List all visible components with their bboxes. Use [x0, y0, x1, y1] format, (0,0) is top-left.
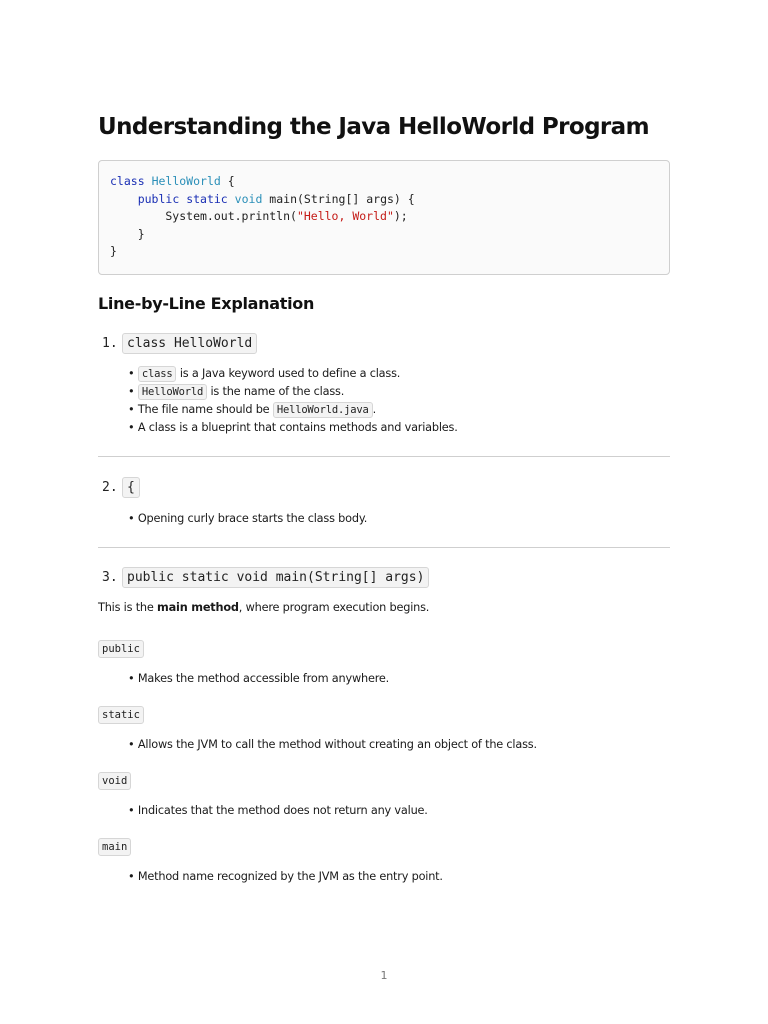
code-token: { — [220, 174, 235, 188]
bullet-text: Opening curly brace starts the class body. — [137, 511, 368, 525]
term-code: void — [98, 772, 131, 790]
code-token: ); — [393, 209, 408, 223]
intro-text: , where program execution begins. — [238, 600, 430, 614]
code-token — [228, 192, 235, 206]
bullet — [128, 419, 670, 437]
bullet-text: is the name of the class. — [207, 384, 345, 398]
term-bullets — [98, 670, 670, 688]
item-number: 3. — [102, 570, 118, 585]
code-token: } — [110, 244, 117, 258]
bullet — [128, 670, 670, 688]
code-line — [110, 173, 658, 191]
bullet — [128, 510, 670, 528]
term-bullets — [98, 736, 670, 754]
explanation-item-1 — [98, 333, 670, 457]
inline-code: HelloWorld — [138, 384, 207, 400]
bullet-text: Allows the JVM to call the method without creating an object of the class. — [137, 737, 537, 751]
code-block — [98, 160, 670, 275]
code-line — [110, 191, 658, 209]
code-token — [145, 174, 152, 188]
item-header — [102, 333, 670, 355]
item-header — [102, 567, 670, 589]
term-public — [98, 637, 670, 688]
code-token — [110, 192, 138, 206]
code-token: class — [110, 174, 145, 188]
explanation-item-2 — [98, 477, 670, 548]
code-token: main(String[] args) { — [262, 191, 415, 206]
code-token: public — [137, 191, 180, 206]
code-token: "Hello, World" — [296, 209, 394, 223]
bullet — [128, 868, 670, 886]
bullet-text: Method name recognized by the JVM as the entry point. — [137, 869, 443, 883]
item-number: 1. — [102, 336, 118, 351]
code-line — [110, 226, 658, 244]
bullet — [128, 401, 670, 419]
term-static — [98, 703, 670, 754]
bullet — [128, 365, 670, 383]
inline-code: class — [138, 366, 177, 382]
item-code: public static void main(String[] args) — [122, 567, 429, 588]
bullet-text: Makes the method accessible from anywhere. — [137, 671, 390, 685]
inline-code: HelloWorld.java — [273, 402, 373, 418]
intro-bold: main method — [157, 600, 239, 614]
code-token: System.out.println( — [110, 209, 297, 223]
term-void — [98, 769, 670, 820]
item-bullets — [98, 365, 670, 437]
bullet-text: is a Java keyword used to define a class. — [176, 366, 401, 380]
bullet-text: Indicates that the method does not return any value. — [137, 803, 428, 817]
code-token: static — [186, 191, 228, 206]
bullet — [128, 736, 670, 754]
bullet-text: . — [372, 402, 377, 416]
code-token: HelloWorld — [151, 174, 221, 188]
bullet-text: The file name should be — [137, 402, 273, 416]
item-number: 2. — [102, 480, 118, 495]
term-bullets — [98, 868, 670, 886]
term-code: public — [98, 640, 144, 658]
bullet — [128, 802, 670, 820]
divider — [98, 547, 670, 548]
item-header — [102, 477, 670, 499]
code-line — [110, 243, 658, 261]
term-code: main — [98, 838, 131, 856]
code-token: void — [234, 191, 263, 206]
term-bullets — [98, 802, 670, 820]
divider — [98, 456, 670, 457]
bullet — [128, 383, 670, 401]
item-bullets — [98, 510, 670, 528]
section-heading: Line-by-Line Explanation — [98, 293, 315, 313]
item-code: class HelloWorld — [122, 333, 257, 354]
term-code: static — [98, 706, 144, 724]
intro-text: This is the — [98, 600, 158, 614]
page-number: 1 — [380, 969, 388, 982]
bullet-text: A class is a blueprint that contains methods and variables. — [137, 420, 458, 434]
explanation-item-3 — [98, 567, 670, 886]
code-token: } — [110, 226, 145, 241]
document-page — [98, 110, 670, 886]
term-main — [98, 835, 670, 886]
code-line — [110, 208, 658, 226]
item-code: { — [122, 477, 140, 498]
item-intro — [98, 599, 670, 617]
page-title: Understanding the Java HelloWorld Program — [98, 114, 649, 140]
